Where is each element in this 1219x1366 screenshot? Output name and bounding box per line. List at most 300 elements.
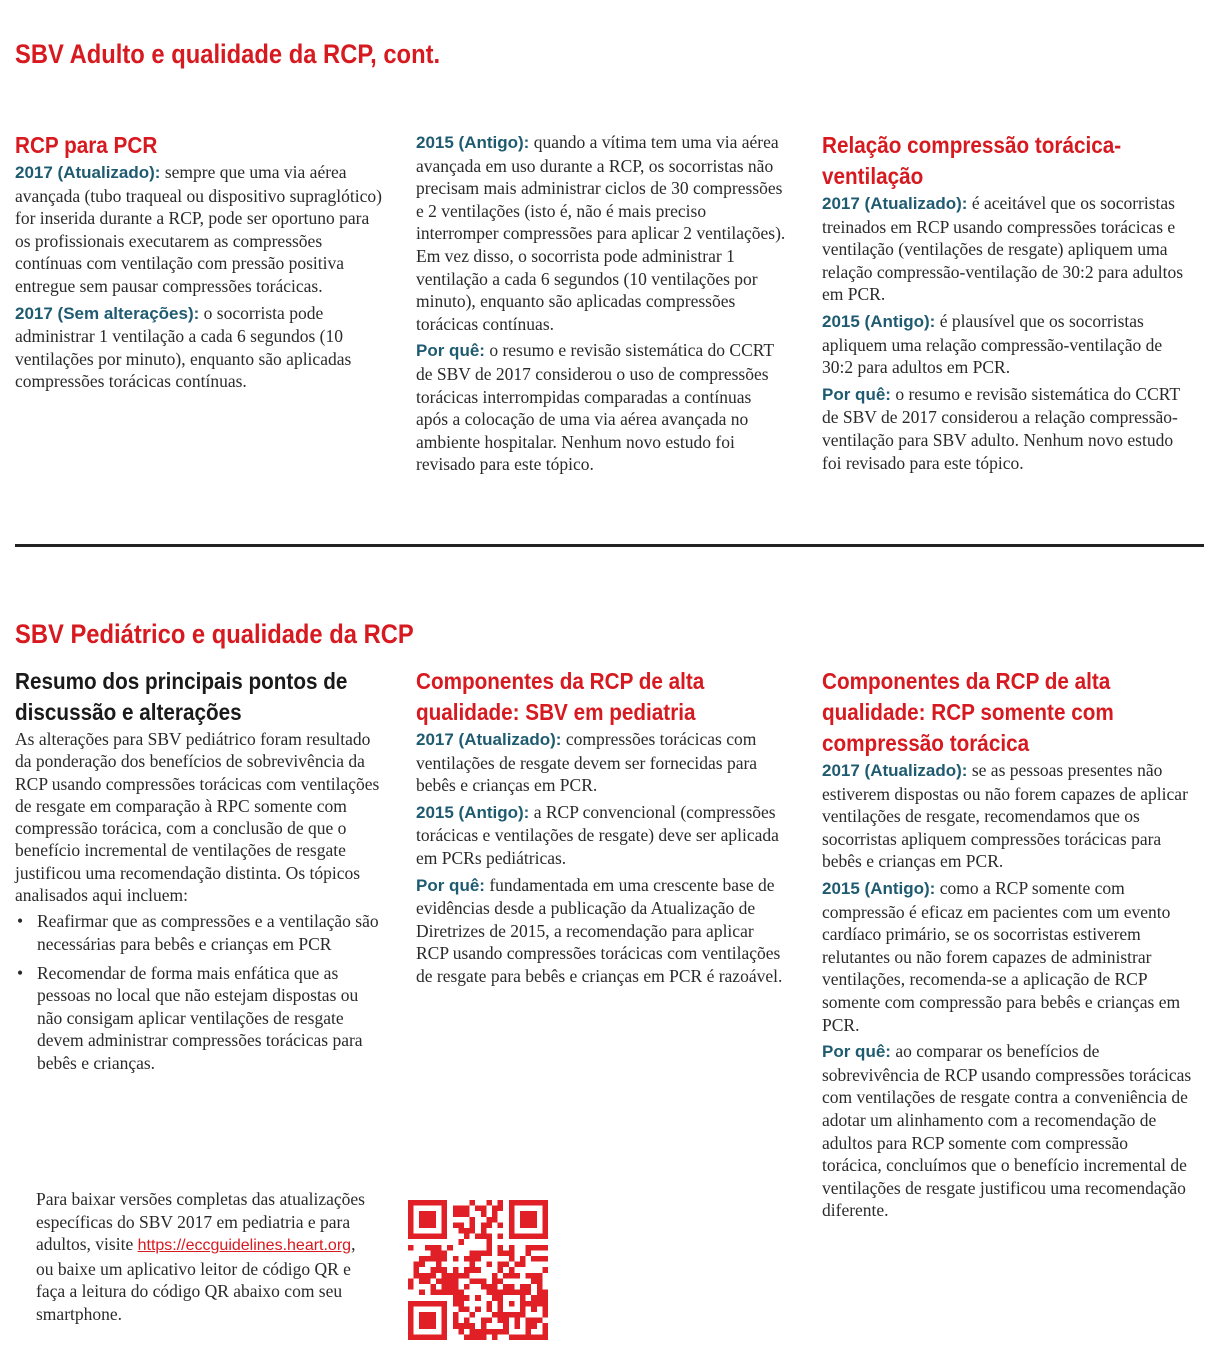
qr-module <box>492 1312 498 1318</box>
qr-module <box>514 1234 520 1240</box>
qr-module <box>492 1284 498 1290</box>
pediatric-col-1 <box>15 666 385 1081</box>
qr-module <box>486 1318 492 1324</box>
heading-resumo-line2: discussão e alterações <box>15 699 242 725</box>
qr-module <box>503 1284 509 1290</box>
qr-module <box>526 1329 532 1335</box>
qr-module <box>475 1329 481 1335</box>
qr-module <box>430 1222 436 1228</box>
paragraph <box>416 131 786 335</box>
qr-module <box>430 1273 436 1279</box>
qr-module <box>520 1200 526 1206</box>
qr-module <box>430 1217 436 1223</box>
qr-module <box>514 1290 520 1296</box>
heading-compressao-line3: compressão torácica <box>822 730 1030 756</box>
qr-module <box>475 1334 481 1340</box>
qr-module <box>509 1206 515 1212</box>
qr-module <box>492 1217 498 1223</box>
qr-module <box>408 1222 414 1228</box>
qr-module <box>453 1295 459 1301</box>
paragraph-text: ao comparar os benefícios de sobrevivência de RCP usando compressões torácicas com ventilações de resgate contra a conveniência de adotar um alinhamento com a recomendação de adultos para RCP somente com compressão torácica, concluímos que o benefício incremental de ventilações de resgate justificou uma recomendação diferente. <box>822 1041 1192 1221</box>
qr-module <box>436 1200 442 1206</box>
qr-module <box>442 1306 448 1312</box>
qr-module <box>498 1250 504 1256</box>
bullet-list <box>15 910 385 1074</box>
qr-module <box>436 1250 442 1256</box>
qr-module <box>442 1318 448 1324</box>
qr-module <box>436 1256 442 1262</box>
qr-module <box>531 1211 537 1217</box>
qr-module <box>475 1295 481 1301</box>
qr-module <box>531 1217 537 1223</box>
section-divider <box>15 544 1204 547</box>
qr-module <box>531 1306 537 1312</box>
paragraph-text: como a RCP somente com compressão é eficaz em pacientes com um evento cardíaco primário, se os socorristas estiverem relutantes ou não forem capazes de administrar ventilações, recomenda-se a aplicação de RCP somente com compressão para bebês e crianças em PCR. <box>822 877 1181 1035</box>
qr-module <box>430 1284 436 1290</box>
label-old: 2015 (Antigo): <box>822 878 936 898</box>
paragraph-text: se as pessoas presentes não estiverem dispostas ou não forem capazes de aplicar ventilações de resgate, recomendamos que os socorristas apliquem compressões torácicas para bebês e crianças em PCR. <box>822 760 1188 872</box>
qr-module <box>408 1334 414 1340</box>
qr-module <box>520 1256 526 1262</box>
paragraph-text: o socorrista pode administrar 1 ventilação a cada 6 segundos (10 ventilações por minuto), enquanto são aplicadas compressões torácicas contínuas. <box>15 302 352 392</box>
qr-module <box>470 1323 476 1329</box>
qr-module <box>414 1267 420 1273</box>
qr-module <box>419 1334 425 1340</box>
heading-relacao-line1: Relação compressão torácica- <box>822 132 1122 158</box>
qr-module <box>481 1234 487 1240</box>
paragraph <box>416 728 786 797</box>
qr-module <box>430 1318 436 1324</box>
qr-module <box>419 1256 425 1262</box>
qr-module <box>492 1278 498 1284</box>
qr-module <box>436 1334 442 1340</box>
qr-module <box>526 1200 532 1206</box>
qr-module <box>542 1245 548 1251</box>
adult-col-3 <box>822 130 1192 478</box>
qr-module <box>458 1329 464 1335</box>
qr-module <box>425 1312 431 1318</box>
qr-module <box>430 1323 436 1329</box>
heading-resumo-line1: Resumo dos principais pontos de <box>15 668 348 694</box>
qr-module <box>492 1295 498 1301</box>
qr-module <box>486 1329 492 1335</box>
qr-module <box>498 1278 504 1284</box>
qr-module <box>442 1200 448 1206</box>
qr-module <box>486 1239 492 1245</box>
qr-module <box>514 1318 520 1324</box>
qr-module <box>531 1318 537 1324</box>
qr-module <box>464 1318 470 1324</box>
qr-module <box>542 1217 548 1223</box>
qr-module <box>430 1334 436 1340</box>
qr-module <box>425 1211 431 1217</box>
qr-module <box>442 1323 448 1329</box>
qr-module <box>453 1312 459 1318</box>
qr-module <box>414 1262 420 1268</box>
qr-module <box>419 1290 425 1296</box>
qr-module <box>514 1273 520 1279</box>
paragraph-text: compressões torácicas com ventilações de resgate devem ser fornecidas para bebês e crianças em PCR. <box>416 729 758 796</box>
qr-module <box>542 1334 548 1340</box>
qr-module <box>481 1206 487 1212</box>
qr-module <box>419 1323 425 1329</box>
qr-module <box>430 1256 436 1262</box>
qr-module <box>430 1250 436 1256</box>
qr-module <box>458 1211 464 1217</box>
qr-module <box>430 1211 436 1217</box>
label-updated: 2017 (Atualizado): <box>822 761 968 780</box>
qr-module <box>509 1267 515 1273</box>
qr-module <box>531 1301 537 1307</box>
qr-module <box>453 1284 459 1290</box>
qr-module <box>503 1312 509 1318</box>
qr-module <box>520 1312 526 1318</box>
paragraph-text: o resumo e revisão sistemática do CCRT de SBV de 2017 considerou o uso de compressões torácicas interrompidas comparadas a contínuas após a colocação de uma via aérea avançada no ambiente hospitalar. Nenhum novo estudo foi revisado para este tópico. <box>416 340 774 475</box>
qr-module <box>481 1284 487 1290</box>
qr-module <box>514 1312 520 1318</box>
qr-module <box>542 1267 548 1273</box>
qr-module <box>531 1256 537 1262</box>
heading-compressao-line2: qualidade: RCP somente com <box>822 699 1114 725</box>
heading-relacao-line2: ventilação <box>822 163 924 189</box>
qr-module <box>542 1323 548 1329</box>
adult-col-1 <box>15 130 385 397</box>
qr-module <box>419 1211 425 1217</box>
qr-module <box>475 1267 481 1273</box>
qr-module <box>475 1306 481 1312</box>
qr-module <box>442 1329 448 1335</box>
qr-module <box>514 1334 520 1340</box>
qr-module <box>537 1256 543 1262</box>
qr-module <box>475 1278 481 1284</box>
qr-module <box>442 1278 448 1284</box>
intro-paragraph: As alterações para SBV pediátrico foram resultado da ponderação dos benefícios de sobrevivência da RCP usando compressões torácicas com ventilações de resgate em comparação à RPC somente com compressão torácica, com a conclusão de que o benefício incremental de ventilações de resgate justificou uma recomendação distinta. Os tópicos analisados aqui incluem: <box>15 729 380 906</box>
qr-module <box>425 1273 431 1279</box>
paragraph <box>416 874 786 988</box>
qr-module <box>537 1318 543 1324</box>
paragraph-text: o resumo e revisão sistemática do CCRT de SBV de 2017 considerou a relação compressão-ventilação para SBV adulto. Nenhum novo estudo foi revisado para este tópico. <box>822 383 1180 473</box>
qr-module <box>509 1290 515 1296</box>
qr-module <box>498 1312 504 1318</box>
qr-module <box>498 1306 504 1312</box>
qr-module <box>486 1217 492 1223</box>
qr-module <box>458 1273 464 1279</box>
qr-module <box>486 1290 492 1296</box>
paragraph-text: é aceitável que os socorristas treinados em RCP usando compressões torácicas e ventilação (ventilações de resgate) apliquem uma relação compressão-ventilação de 30:2 para adultos em PCR. <box>822 193 1184 305</box>
qr-module <box>520 1217 526 1223</box>
label-old: 2015 (Antigo): <box>416 802 530 822</box>
qr-module <box>531 1323 537 1329</box>
qr-module <box>520 1284 526 1290</box>
qr-module <box>447 1278 453 1284</box>
qr-module <box>453 1211 459 1217</box>
qr-module <box>520 1222 526 1228</box>
qr-module <box>408 1200 414 1206</box>
download-note <box>36 1188 366 1326</box>
qr-module <box>447 1245 453 1251</box>
qr-module <box>430 1290 436 1296</box>
paragraph <box>822 759 1192 873</box>
qr-module <box>503 1250 509 1256</box>
qr-module <box>498 1290 504 1296</box>
paragraph <box>822 310 1192 379</box>
qr-module <box>436 1290 442 1296</box>
qr-module <box>425 1334 431 1340</box>
qr-module <box>481 1222 487 1228</box>
qr-module <box>509 1222 515 1228</box>
qr-module <box>464 1306 470 1312</box>
qr-module <box>458 1228 464 1234</box>
qr-module <box>408 1284 414 1290</box>
heading-compressao-line1: Componentes da RCP de alta <box>822 668 1111 694</box>
section-title-pediatric: SBV Pediátrico e qualidade da RCP <box>15 619 414 649</box>
qr-module <box>408 1234 414 1240</box>
list-item: • Reafirmar que as compressões e a ventilação são necessárias para bebês e crianças em PCR <box>15 910 385 955</box>
qr-module <box>537 1273 543 1279</box>
qr-module <box>464 1334 470 1340</box>
qr-module <box>509 1273 515 1279</box>
pediatric-col-2 <box>416 666 786 992</box>
qr-module <box>486 1200 492 1206</box>
paragraph-text: a RCP convencional (compressões torácicas e ventilações de resgate) deve ser aplicada em PCRs pediátricas. <box>416 801 779 868</box>
qr-module <box>447 1273 453 1279</box>
qr-module <box>514 1323 520 1329</box>
qr-module <box>408 1312 414 1318</box>
qr-module <box>514 1200 520 1206</box>
paragraph <box>822 1040 1192 1222</box>
paragraph <box>15 161 385 298</box>
qr-module <box>526 1211 532 1217</box>
qr-module <box>520 1295 526 1301</box>
qr-module <box>470 1250 476 1256</box>
qr-module <box>447 1284 453 1290</box>
qr-module <box>481 1318 487 1324</box>
qr-module <box>537 1295 543 1301</box>
qr-module <box>537 1278 543 1284</box>
qr-module <box>537 1290 543 1296</box>
qr-module <box>419 1312 425 1318</box>
qr-module <box>408 1301 414 1307</box>
qr-module <box>503 1273 509 1279</box>
paragraph <box>416 801 786 870</box>
qr-module <box>542 1329 548 1335</box>
qr-module <box>414 1334 420 1340</box>
qr-module <box>520 1262 526 1268</box>
qr-module <box>475 1250 481 1256</box>
qr-module <box>498 1295 504 1301</box>
qr-module <box>425 1222 431 1228</box>
qr-module <box>481 1228 487 1234</box>
qr-module <box>419 1234 425 1240</box>
label-why: Por quê: <box>416 341 485 361</box>
qr-module <box>531 1234 537 1240</box>
qr-module <box>425 1200 431 1206</box>
guidelines-link[interactable]: https://eccguidelines.heart.org <box>137 1237 352 1255</box>
qr-module <box>442 1312 448 1318</box>
qr-module <box>464 1284 470 1290</box>
qr-code-icon[interactable] <box>408 1200 548 1340</box>
qr-module <box>531 1278 537 1284</box>
qr-module <box>453 1267 459 1273</box>
qr-module <box>430 1267 436 1273</box>
qr-module <box>430 1245 436 1251</box>
paragraph <box>822 192 1192 306</box>
qr-module <box>442 1290 448 1296</box>
qr-module <box>470 1267 476 1273</box>
qr-module <box>453 1273 459 1279</box>
qr-module <box>542 1306 548 1312</box>
qr-module <box>531 1200 537 1206</box>
label-updated: 2017 (Atualizado): <box>416 730 562 749</box>
qr-module <box>453 1318 459 1324</box>
qr-module <box>526 1301 532 1307</box>
label-why: Por quê: <box>822 1042 891 1062</box>
qr-module <box>537 1200 543 1206</box>
label-old: 2015 (Antigo): <box>416 133 530 152</box>
qr-module <box>419 1200 425 1206</box>
qr-module <box>486 1234 492 1240</box>
qr-module <box>425 1256 431 1262</box>
qr-module <box>542 1206 548 1212</box>
qr-module <box>430 1301 436 1307</box>
qr-module <box>408 1217 414 1223</box>
qr-module <box>492 1273 498 1279</box>
qr-module <box>470 1334 476 1340</box>
qr-module <box>464 1267 470 1273</box>
qr-module <box>498 1301 504 1307</box>
qr-module <box>419 1222 425 1228</box>
qr-module <box>408 1278 414 1284</box>
list-item: • Recomendar de forma mais enfática que as pessoas no local que não estejam dispostas ou não consigam aplicar ventilações de resgate devem administrar compressões torácicas para bebês e crianças. <box>15 962 385 1075</box>
qr-module <box>419 1278 425 1284</box>
qr-module <box>453 1278 459 1284</box>
qr-module <box>537 1234 543 1240</box>
qr-module <box>498 1262 504 1268</box>
qr-module <box>503 1329 509 1335</box>
qr-module <box>481 1334 487 1340</box>
qr-module <box>542 1290 548 1296</box>
qr-module <box>419 1217 425 1223</box>
label-why: Por quê: <box>822 384 891 404</box>
qr-module <box>464 1206 470 1212</box>
qr-module <box>425 1318 431 1324</box>
qr-module <box>531 1245 537 1251</box>
paragraph <box>822 383 1192 474</box>
qr-module <box>509 1312 515 1318</box>
qr-module <box>458 1290 464 1296</box>
qr-module <box>526 1284 532 1290</box>
qr-module <box>442 1256 448 1262</box>
qr-module <box>542 1295 548 1301</box>
qr-module <box>498 1234 504 1240</box>
qr-module <box>542 1234 548 1240</box>
paragraph <box>822 877 1192 1036</box>
qr-module <box>458 1239 464 1245</box>
qr-module <box>509 1245 515 1251</box>
qr-module <box>498 1206 504 1212</box>
qr-module <box>526 1334 532 1340</box>
qr-module <box>537 1245 543 1251</box>
qr-module <box>526 1245 532 1251</box>
qr-module <box>442 1234 448 1240</box>
qr-module <box>464 1256 470 1262</box>
qr-module <box>470 1256 476 1262</box>
qr-module <box>509 1250 515 1256</box>
qr-module <box>464 1273 470 1279</box>
qr-module <box>408 1323 414 1329</box>
qr-module <box>537 1284 543 1290</box>
qr-module <box>498 1329 504 1335</box>
qr-module <box>526 1273 532 1279</box>
qr-module <box>475 1206 481 1212</box>
qr-module <box>481 1329 487 1335</box>
qr-module <box>503 1262 509 1268</box>
qr-module <box>430 1312 436 1318</box>
label-updated: 2017 (Atualizado): <box>822 194 968 213</box>
qr-module <box>442 1250 448 1256</box>
label-old: 2015 (Antigo): <box>822 311 936 331</box>
qr-module <box>442 1217 448 1223</box>
pediatric-col-3 <box>822 666 1192 1226</box>
qr-module <box>414 1234 420 1240</box>
qr-module <box>520 1211 526 1217</box>
qr-module <box>531 1334 537 1340</box>
qr-module <box>492 1211 498 1217</box>
qr-module <box>486 1250 492 1256</box>
qr-module <box>526 1234 532 1240</box>
qr-module <box>464 1228 470 1234</box>
qr-module <box>442 1273 448 1279</box>
heading-componentes-line2: qualidade: SBV em pediatria <box>416 699 696 725</box>
qr-module <box>408 1245 414 1251</box>
qr-module <box>486 1262 492 1268</box>
paragraph-text: sempre que uma via aérea avançada (tubo traqueal ou dispositivo supraglótico) for inserida durante a RCP, pode ser oportuno para os profissionais executarem as compressões contínuas com ventilação com pressão positiva entregue sem pausar compressões torácicas. <box>15 162 382 296</box>
qr-module <box>442 1206 448 1212</box>
qr-module <box>526 1250 532 1256</box>
qr-module <box>498 1267 504 1273</box>
qr-module <box>442 1334 448 1340</box>
heading-componentes-line1: Componentes da RCP de alta <box>416 668 705 694</box>
qr-module <box>498 1200 504 1206</box>
qr-module <box>486 1301 492 1307</box>
qr-module <box>526 1290 532 1296</box>
qr-module <box>475 1234 481 1240</box>
qr-module <box>414 1200 420 1206</box>
qr-module <box>419 1273 425 1279</box>
qr-module <box>542 1200 548 1206</box>
paragraph-text: é plausível que os socorristas apliquem uma relação compressão-ventilação de 30:2 para adultos em PCR. <box>822 310 1163 378</box>
qr-module <box>526 1318 532 1324</box>
qr-module <box>542 1222 548 1228</box>
qr-module <box>475 1256 481 1262</box>
paragraph-text: quando a vítima tem uma via aérea avançada em uso durante a RCP, os socorristas não precisam mais administrar ciclos de 30 compressões e 2 ventilações (isto é, não é mais preciso interromper compressões para aplicar 2 ventilações). Em vez disso, o socorrista pode administrar 1 ventilação a cada 6 segundos (10 ventilações por minuto), enquanto são aplicadas compressões torácicas contínuas. <box>416 132 786 334</box>
paragraph-text: fundamentada em uma crescente base de evidências desde a publicação da Atualização de Diretrizes de 2015, a recomendação para aplicar RCP usando compressões torácicas com ventilações de resgate para bebês e crianças em PCR é razoável. <box>416 874 783 986</box>
qr-module <box>464 1323 470 1329</box>
qr-module <box>531 1222 537 1228</box>
paragraph <box>416 339 786 476</box>
qr-module <box>470 1217 476 1223</box>
qr-module <box>425 1217 431 1223</box>
qr-module <box>408 1318 414 1324</box>
qr-module <box>520 1301 526 1307</box>
qr-module <box>486 1222 492 1228</box>
qr-module <box>408 1211 414 1217</box>
qr-module <box>520 1334 526 1340</box>
qr-module <box>503 1290 509 1296</box>
qr-module <box>408 1329 414 1335</box>
qr-module <box>414 1273 420 1279</box>
qr-module <box>503 1323 509 1329</box>
